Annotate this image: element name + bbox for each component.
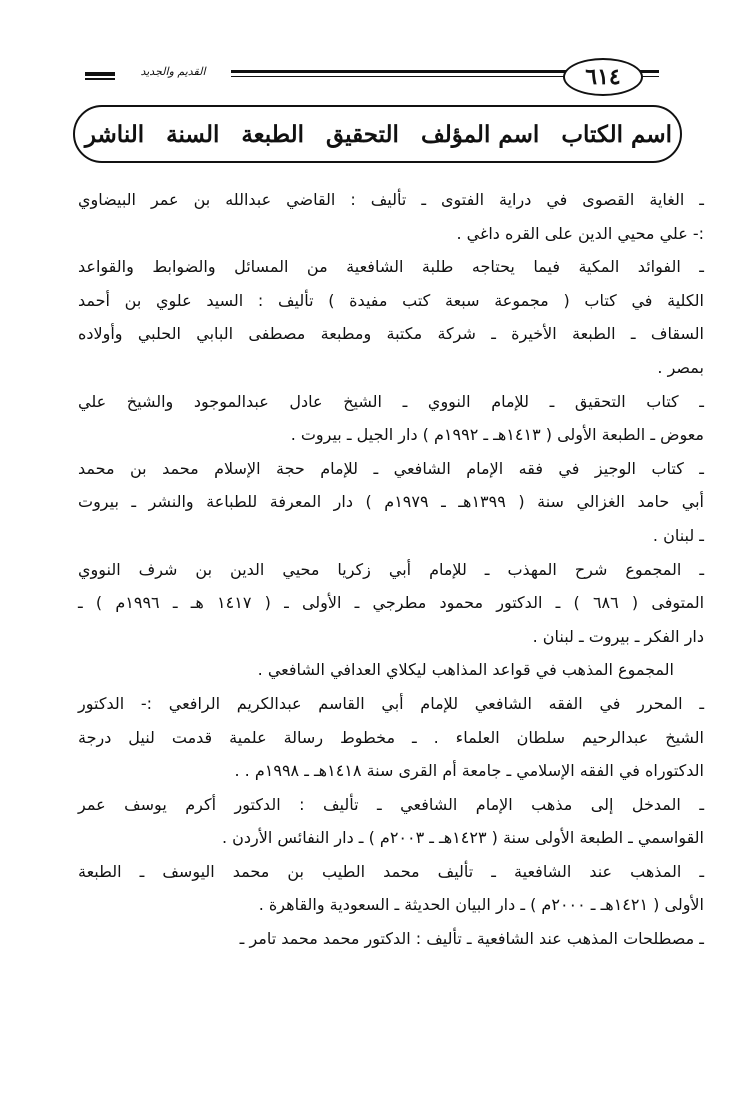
entry-tahqiq [78, 385, 704, 452]
column-edition: الطبعة [241, 120, 304, 148]
entry-line: ـ الغاية القصوى في دراية الفتوى ـ تأليف : القاضي عبدالله بن عمر البيضاوي [78, 190, 704, 209]
entry-mustalahat [78, 922, 704, 956]
entry-line: ـ لبنان . [652, 525, 704, 545]
entry-line: ـ مصطلحات المذهب عند الشافعية ـ تأليف : الدكتور محمد محمد تامر ـ [239, 929, 704, 949]
bibliography-list [78, 183, 704, 956]
column-book-title: اسم الكتاب [561, 120, 672, 148]
column-year: السنة [166, 120, 220, 148]
entry-line: دار الفكر ـ بيروت ـ لبنان . [532, 626, 704, 646]
entry-wajiz [78, 452, 704, 553]
column-author-name: اسم المؤلف [420, 120, 540, 148]
entry-line: السقاف ـ الطبعة الأخيرة ـ شركة مكتبة ومطبعة مصطفى البابي الحلبي وأولاده [78, 324, 704, 344]
entry-line: الكلية في كتاب ( مجموعة سبعة كتب مفيدة ) تأليف : السيد علوي بن أحمد [78, 290, 704, 310]
entry-madkhal [78, 788, 704, 855]
entry-madhhab-inda-shafiiya [78, 855, 704, 922]
entry-line: ـ الفوائد المكية فيما يحتاجه طلبة الشافعية من المسائل والضوابط والقواعد [78, 257, 704, 277]
entry-line: أبي حامد الغزالي سنة ( ١٣٩٩هـ ـ ١٩٧٩م ) دار المعرفة للطباعة والنشر ـ بيروت [78, 492, 705, 512]
header-rule-short [85, 72, 115, 80]
entry-line: معوض ـ الطبعة الأولى ( ١٤١٣هـ ـ ١٩٩٢م ) دار الجيل ـ بيروت . [290, 425, 704, 445]
column-publisher: الناشر [84, 120, 145, 148]
entry-line: :- علي محيي الدين على القره داغي . [456, 223, 704, 243]
page-number: ٦١٤ [563, 58, 643, 96]
entry-muharrar [78, 687, 704, 788]
entry-line: الدكتوراه في الفقه الإسلامي ـ جامعة أم القرى سنة ١٤١٨هـ ـ ١٩٩٨م . . [234, 761, 704, 781]
entry-line: الشيخ عبدالرحيم سلطان العلماء . ـ مخطوط رسالة علمية قدمت لنيل درجة [78, 727, 704, 747]
entry-line: المتوفى ( ٦٨٦ ) ـ الدكتور محمود مطرجي ـ الأولى ـ ( ١٤١٧ هـ ـ ١٩٩٦م ) ـ [78, 593, 705, 613]
entry-line: ـ المدخل إلى مذهب الإمام الشافعي ـ تأليف : الدكتور أكرم يوسف عمر [78, 794, 704, 814]
entry-line: ـ كتاب التحقيق ـ للإمام النووي ـ الشيخ عادل عبدالموجود والشيخ علي [78, 391, 704, 411]
entry-line: بمصر . [657, 357, 704, 377]
entry-fawaid-makkiya [78, 250, 704, 384]
entry-line: المجموع المذهب في قواعد المذاهب ليكلاي العدافي الشافعي . [257, 660, 674, 680]
table-header [73, 105, 682, 163]
entry-majmu-mudhhab [78, 653, 704, 687]
entry-line: القواسمي ـ الطبعة الأولى سنة ( ١٤٢٣هـ ـ ٢٠٠٣م ) ـ دار النفائس الأردن . [221, 828, 704, 848]
entry-line: ـ المجموع شرح المهذب ـ للإمام أبي زكريا محيي الدين بن شرف النووي [78, 559, 704, 579]
entry-line: الأولى ( ١٤٢١هـ ـ ٢٠٠٠م ) ـ دار البيان الحديثة ـ السعودية والقاهرة . [258, 895, 704, 915]
entry-line: ـ المحرر في الفقه الشافعي للإمام أبي القاسم عبدالكريم الرافعي :- الدكتور [78, 693, 704, 713]
entry-line: ـ كتاب الوجيز في فقه الإمام الشافعي ـ للإمام حجة الإسلام محمد بن محمد [78, 458, 704, 478]
running-title: القديم والجديد [140, 65, 206, 78]
entry-majmu-sharh-muhadhdhab [78, 553, 704, 654]
entry-ghaya-quswa [78, 183, 704, 250]
entry-line: ـ المذهب عند الشافعية ـ تأليف محمد الطيب بن محمد اليوسف ـ الطبعة [78, 861, 704, 881]
page-header [85, 58, 680, 96]
column-editor: التحقيق [325, 120, 399, 148]
